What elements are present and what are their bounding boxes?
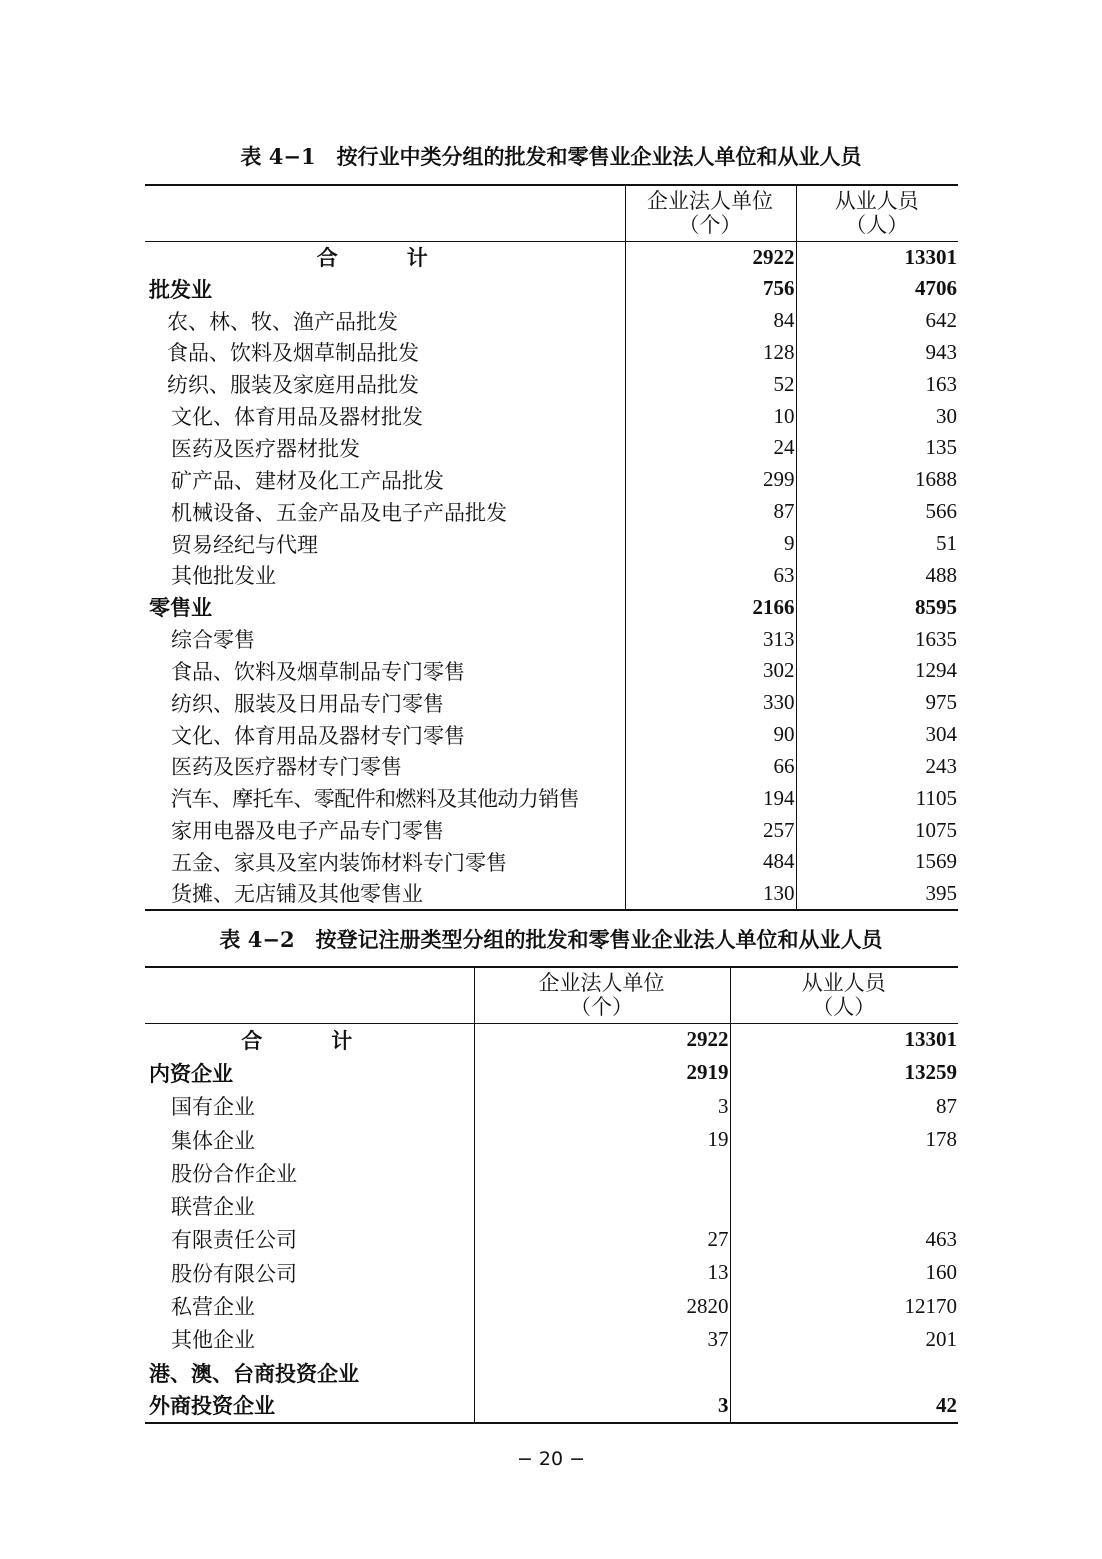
table-row (145, 751, 958, 783)
row-label: 医药及医疗器材专门零售 (171, 755, 402, 780)
table-row (145, 1356, 958, 1389)
row-label: 文化、体育用品及器材批发 (171, 405, 423, 430)
row-employees: 30 (796, 400, 958, 432)
row-units (474, 1156, 730, 1189)
row-label: 国有企业 (171, 1095, 255, 1120)
row-employees: 8595 (796, 591, 958, 623)
row-label: 贸易经纪与代理 (171, 532, 318, 557)
row-units: 302 (625, 655, 796, 687)
row-label: 股份有限公司 (171, 1261, 297, 1286)
table2-header-units: 企业法人单位 （个） (474, 967, 730, 1023)
table-row (145, 1156, 958, 1189)
table-row (145, 464, 958, 496)
table1-header-row (145, 185, 958, 241)
row-units: 330 (625, 687, 796, 719)
row-units: 27 (474, 1223, 730, 1256)
row-employees: 135 (796, 432, 958, 464)
table-row (145, 1090, 958, 1123)
table-row (145, 400, 958, 432)
row-units: 24 (625, 432, 796, 464)
row-units: 130 (625, 878, 796, 910)
row-employees (730, 1156, 958, 1189)
row-units: 13 (474, 1256, 730, 1289)
row-label: 食品、饮料及烟草制品批发 (167, 341, 419, 366)
row-units: 3 (474, 1389, 730, 1422)
row-label: 汽车、摩托车、零配件和燃料及其他动力销售 (171, 787, 579, 812)
table-row (145, 496, 958, 528)
row-employees: 13259 (730, 1056, 958, 1089)
row-employees: 642 (796, 305, 958, 337)
row-units: 37 (474, 1323, 730, 1356)
table-row (145, 1023, 958, 1056)
row-units: 10 (625, 400, 796, 432)
row-employees: 1105 (796, 782, 958, 814)
row-units (474, 1189, 730, 1222)
table-row (145, 623, 958, 655)
row-units: 9 (625, 528, 796, 560)
row-employees: 1688 (796, 464, 958, 496)
row-employees: 51 (796, 528, 958, 560)
row-employees: 4706 (796, 273, 958, 305)
table-row (145, 337, 958, 369)
row-label: 有限责任公司 (171, 1228, 297, 1253)
row-label: 综合零售 (171, 628, 255, 653)
row-employees: 201 (730, 1323, 958, 1356)
row-units: 2922 (625, 241, 796, 273)
row-employees: 243 (796, 751, 958, 783)
row-employees (730, 1356, 958, 1389)
row-label: 零售业 (149, 595, 212, 621)
row-units: 52 (625, 368, 796, 400)
table-row (145, 1323, 958, 1356)
row-employees: 163 (796, 368, 958, 400)
table-row (145, 1056, 958, 1089)
row-label: 矿产品、建材及化工产品批发 (171, 468, 444, 493)
row-label: 农、林、牧、渔产品批发 (167, 309, 398, 334)
table-row (145, 655, 958, 687)
row-label: 其他批发业 (171, 564, 276, 589)
row-employees (730, 1189, 958, 1222)
row-units: 90 (625, 719, 796, 751)
row-units: 84 (625, 305, 796, 337)
row-employees: 943 (796, 337, 958, 369)
row-employees: 1294 (796, 655, 958, 687)
row-label: 集体企业 (171, 1128, 255, 1153)
table-row (145, 559, 958, 591)
row-label: 食品、饮料及烟草制品专门零售 (171, 659, 465, 684)
row-label: 纺织、服装及家庭用品批发 (167, 373, 419, 398)
row-employees: 87 (730, 1090, 958, 1123)
row-units: 2820 (474, 1289, 730, 1322)
table2-title: 表 4−2 按登记注册类型分组的批发和零售业企业法人单位和从业人员 (219, 927, 883, 952)
row-units: 313 (625, 623, 796, 655)
row-units: 63 (625, 559, 796, 591)
row-units: 299 (625, 464, 796, 496)
row-label: 纺织、服装及日用品专门零售 (171, 691, 444, 716)
table-row (145, 432, 958, 464)
row-units: 257 (625, 814, 796, 846)
row-employees: 12170 (730, 1289, 958, 1322)
row-units: 19 (474, 1123, 730, 1156)
table-row (145, 814, 958, 846)
row-units: 484 (625, 846, 796, 878)
row-units: 2922 (474, 1023, 730, 1056)
table-row (145, 368, 958, 400)
table-row (145, 846, 958, 878)
row-label: 内资企业 (149, 1060, 233, 1086)
row-employees: 13301 (796, 241, 958, 273)
row-label: 货摊、无店铺及其他零售业 (145, 878, 625, 910)
row-units: 194 (625, 782, 796, 814)
row-employees: 1569 (796, 846, 958, 878)
row-label: 股份合作企业 (171, 1161, 297, 1186)
row-label: 机械设备、五金产品及电子产品批发 (171, 500, 507, 525)
table-row (145, 878, 958, 910)
row-employees: 160 (730, 1256, 958, 1289)
table-row (145, 305, 958, 337)
table2-header-blank (145, 967, 474, 1023)
row-employees: 13301 (730, 1023, 958, 1056)
row-employees: 463 (730, 1223, 958, 1256)
row-units: 66 (625, 751, 796, 783)
row-employees: 304 (796, 719, 958, 751)
row-label: 联营企业 (171, 1195, 255, 1220)
table-row (145, 528, 958, 560)
row-employees: 488 (796, 559, 958, 591)
table-row (145, 1389, 958, 1422)
row-units: 128 (625, 337, 796, 369)
row-label: 外商投资企业 (145, 1389, 474, 1422)
table1 (145, 184, 958, 911)
row-label: 合 计 (316, 245, 452, 271)
table-row (145, 687, 958, 719)
row-employees: 178 (730, 1123, 958, 1156)
table-row (145, 241, 958, 273)
table2-header-row (145, 967, 958, 1023)
row-employees: 42 (730, 1389, 958, 1422)
table-row (145, 1256, 958, 1289)
row-label: 批发业 (149, 276, 212, 302)
table-row (145, 1189, 958, 1222)
row-label: 文化、体育用品及器材专门零售 (171, 723, 465, 748)
row-units: 2919 (474, 1056, 730, 1089)
table2 (145, 966, 958, 1424)
table-row (145, 1289, 958, 1322)
table-row (145, 1223, 958, 1256)
row-units: 87 (625, 496, 796, 528)
row-employees: 1075 (796, 814, 958, 846)
table-row (145, 591, 958, 623)
table-row (145, 782, 958, 814)
row-label: 合 计 (241, 1027, 377, 1053)
row-label: 私营企业 (171, 1295, 255, 1320)
table-row (145, 719, 958, 751)
row-label: 五金、家具及室内装饰材料专门零售 (171, 850, 507, 875)
table-row (145, 273, 958, 305)
table1-header-units: 企业法人单位 （个） (625, 185, 796, 241)
table1-header-employees: 从业人员 （人） (796, 185, 958, 241)
row-label: 港、澳、台商投资企业 (149, 1360, 359, 1386)
row-units: 2166 (625, 591, 796, 623)
row-units (474, 1356, 730, 1389)
row-label: 医药及医疗器材批发 (171, 436, 360, 461)
row-label: 家用电器及电子产品专门零售 (171, 819, 444, 844)
table1-header-blank (145, 185, 625, 241)
table1-title: 表 4−1 按行业中类分组的批发和零售业企业法人单位和从业人员 (240, 144, 862, 169)
row-units: 3 (474, 1090, 730, 1123)
row-employees: 1635 (796, 623, 958, 655)
table2-header-employees: 从业人员 （人） (730, 967, 958, 1023)
page-number: − 20 − (516, 1448, 586, 1470)
row-employees: 566 (796, 496, 958, 528)
row-label: 其他企业 (171, 1328, 255, 1353)
row-units: 756 (625, 273, 796, 305)
table-row (145, 1123, 958, 1156)
row-employees: 395 (796, 878, 958, 910)
row-employees: 975 (796, 687, 958, 719)
